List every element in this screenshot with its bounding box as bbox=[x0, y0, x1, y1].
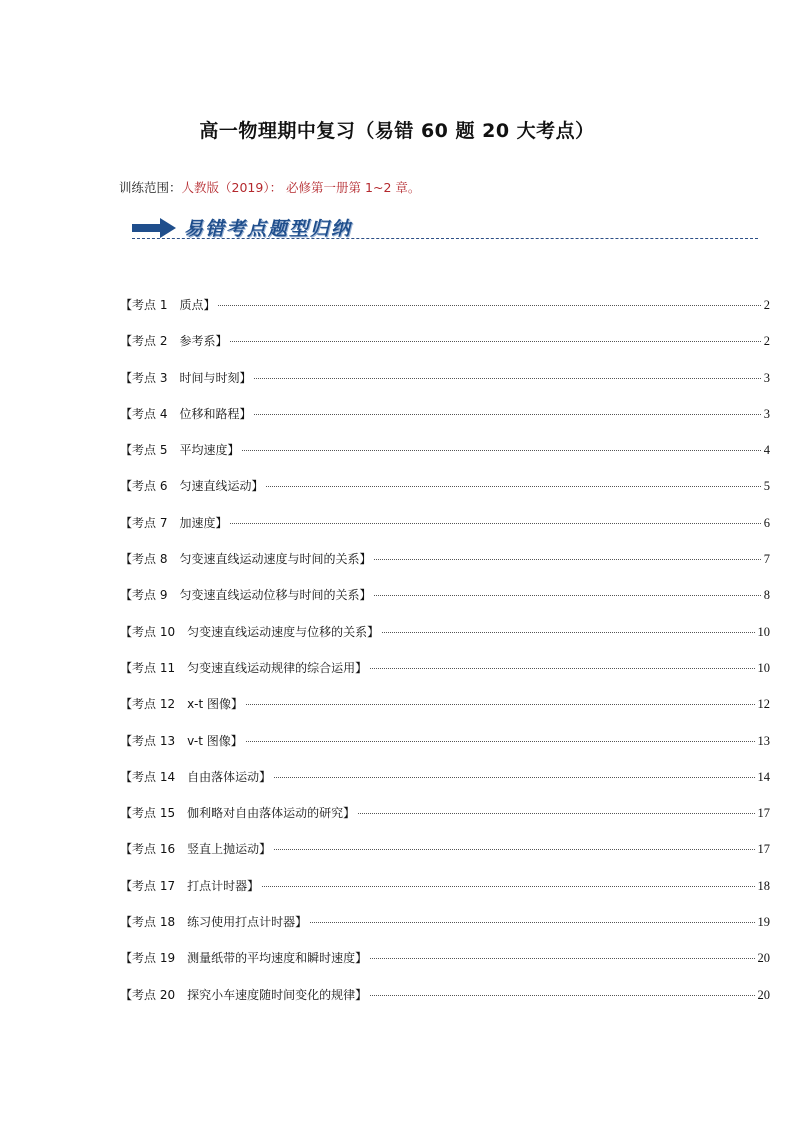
toc-entry-label: 【考点 5 平均速度】 bbox=[120, 443, 240, 458]
toc-entry-label: 【考点 18 练习使用打点计时器】 bbox=[120, 915, 308, 930]
toc-entry[interactable] bbox=[120, 586, 770, 622]
toc-entry-label: 【考点 11 匀变速直线运动规律的综合运用】 bbox=[120, 660, 368, 675]
toc-entry-label: 【考点 9 匀变速直线运动位移与时间的关系】 bbox=[120, 588, 372, 603]
toc-page-number: 2 bbox=[763, 298, 770, 312]
toc-dot-leader bbox=[230, 523, 760, 524]
toc-page-number: 5 bbox=[763, 479, 770, 494]
toc-entry[interactable] bbox=[120, 732, 770, 768]
toc-page-number: 10 bbox=[757, 624, 770, 639]
toc-entry[interactable] bbox=[120, 405, 770, 441]
toc-entry-label: 【考点 17 打点计时器】 bbox=[120, 878, 260, 893]
toc-page-number: 2 bbox=[763, 334, 770, 349]
toc-dot-leader bbox=[370, 995, 754, 996]
toc-page-number: 3 bbox=[763, 370, 770, 385]
toc-page-number: 17 bbox=[757, 842, 770, 857]
toc-entry[interactable] bbox=[120, 296, 770, 332]
toc-dot-leader bbox=[310, 922, 754, 923]
toc-entry-label: 【考点 6 匀速直线运动】 bbox=[120, 479, 264, 494]
table-of-contents bbox=[120, 296, 770, 1022]
toc-entry-label: 【考点 10 匀变速直线运动速度与位移的关系】 bbox=[120, 624, 380, 639]
toc-entry[interactable] bbox=[120, 441, 770, 477]
toc-dot-leader bbox=[374, 559, 760, 560]
toc-entry-label: 【考点 7 加速度】 bbox=[120, 515, 228, 530]
toc-page-number: 6 bbox=[763, 515, 770, 530]
scope-label: 训练范围： bbox=[119, 180, 182, 195]
toc-dot-leader bbox=[358, 813, 754, 814]
toc-page-number: 10 bbox=[757, 660, 770, 675]
right-arrow-icon bbox=[132, 218, 176, 238]
toc-entry-label: 【考点 14 自由落体运动】 bbox=[120, 769, 272, 784]
toc-page-number: 20 bbox=[757, 951, 770, 966]
toc-entry[interactable] bbox=[120, 332, 770, 368]
toc-page-number: 17 bbox=[757, 806, 770, 821]
toc-entry-label: 【考点 16 竖直上抛运动】 bbox=[120, 842, 272, 857]
banner-divider bbox=[132, 238, 758, 239]
toc-dot-leader bbox=[274, 777, 754, 778]
toc-page-number: 7 bbox=[763, 552, 770, 567]
toc-dot-leader bbox=[262, 886, 754, 887]
toc-page-number: 8 bbox=[763, 588, 770, 603]
training-scope bbox=[119, 178, 420, 196]
toc-entry-label: 【考点 15 伽利略对自由落体运动的研究】 bbox=[120, 806, 356, 821]
toc-dot-leader bbox=[246, 704, 754, 705]
toc-dot-leader bbox=[374, 595, 760, 596]
toc-entry-label: 【考点 12 x-t 图像】 bbox=[120, 697, 244, 712]
scope-value: 人教版（2019）： 必修第一册第 1~2 章。 bbox=[181, 180, 421, 195]
toc-entry[interactable] bbox=[120, 550, 770, 586]
toc-entry-label: 【考点 3 时间与时刻】 bbox=[120, 370, 252, 385]
toc-dot-leader bbox=[274, 849, 754, 850]
toc-dot-leader bbox=[242, 450, 760, 451]
toc-dot-leader bbox=[246, 741, 755, 742]
toc-entry[interactable] bbox=[120, 913, 770, 949]
toc-entry-label: 【考点 1 质点】 bbox=[120, 298, 216, 312]
toc-page-number: 18 bbox=[757, 878, 770, 893]
toc-page-number: 3 bbox=[763, 406, 770, 421]
page-title: 高一物理期中复习（易错 60 题 20 大考点） bbox=[199, 120, 595, 142]
toc-entry-label: 【考点 19 测量纸带的平均速度和瞬时速度】 bbox=[120, 951, 368, 966]
toc-entry[interactable] bbox=[120, 695, 770, 731]
toc-entry[interactable] bbox=[120, 477, 770, 513]
toc-entry[interactable] bbox=[120, 804, 770, 840]
toc-page-number: 20 bbox=[757, 987, 770, 1002]
toc-page-number: 13 bbox=[757, 733, 770, 748]
toc-page-number: 4 bbox=[763, 443, 770, 458]
toc-dot-leader bbox=[230, 341, 760, 342]
toc-dot-leader bbox=[370, 668, 754, 669]
toc-entry[interactable] bbox=[120, 949, 770, 985]
toc-entry-label: 【考点 4 位移和路程】 bbox=[120, 406, 252, 421]
toc-page-number: 12 bbox=[757, 697, 770, 712]
section-banner-title: 易错考点题型归纳 bbox=[184, 218, 353, 240]
toc-entry[interactable] bbox=[120, 623, 770, 659]
toc-dot-leader bbox=[254, 378, 760, 379]
toc-dot-leader bbox=[382, 632, 754, 633]
toc-dot-leader bbox=[254, 414, 760, 415]
toc-entry[interactable] bbox=[120, 369, 770, 405]
toc-entry[interactable] bbox=[120, 877, 770, 913]
toc-entry-label: 【考点 2 参考系】 bbox=[120, 334, 228, 349]
toc-entry[interactable] bbox=[120, 659, 770, 695]
toc-page-number: 19 bbox=[757, 915, 770, 930]
section-banner bbox=[132, 212, 758, 244]
toc-entry-label: 【考点 20 探究小车速度随时间变化的规律】 bbox=[120, 987, 368, 1002]
toc-entry[interactable] bbox=[120, 514, 770, 550]
toc-entry[interactable] bbox=[120, 840, 770, 876]
toc-entry-label: 【考点 8 匀变速直线运动速度与时间的关系】 bbox=[120, 552, 372, 567]
toc-entry[interactable] bbox=[120, 768, 770, 804]
toc-dot-leader bbox=[266, 486, 760, 487]
toc-entry[interactable] bbox=[120, 986, 770, 1022]
toc-entry-label: 【考点 13 v-t 图像】 bbox=[120, 733, 243, 748]
toc-dot-leader bbox=[370, 958, 754, 959]
toc-dot-leader bbox=[218, 305, 760, 306]
toc-page-number: 14 bbox=[757, 769, 770, 784]
